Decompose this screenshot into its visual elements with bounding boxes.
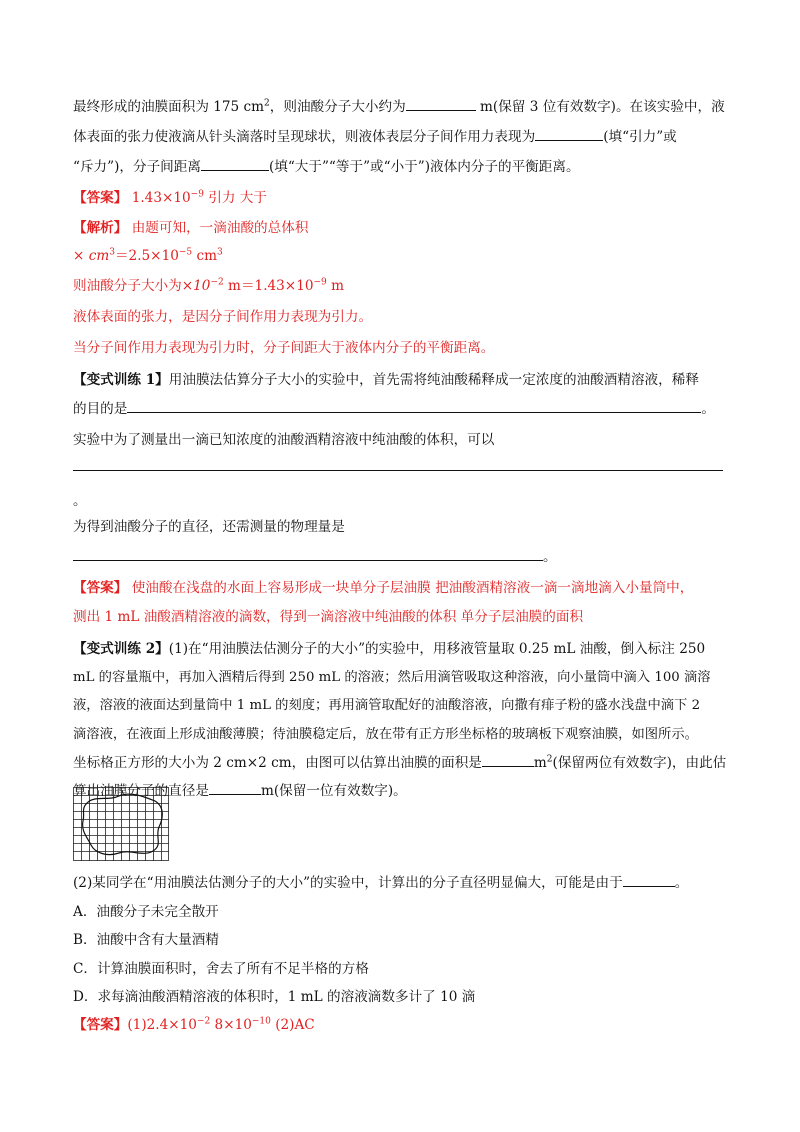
variant-text: 坐标格正方形的大小为 2 cm×2 cm，由图可以估算出油膜的面积是 (73, 755, 482, 771)
analysis-sup: −5 (178, 247, 193, 258)
analysis-line3 (73, 275, 344, 297)
answer-1 (73, 187, 267, 209)
analysis-line2 (73, 245, 223, 267)
answer-label: 【答案】 (73, 190, 128, 206)
analysis-text: 则油酸分子大小为× (73, 278, 194, 294)
variant-label: 【变式训练 1】 (73, 372, 169, 388)
analysis-text: cm (192, 248, 217, 264)
variant2-line3: 液，溶液的液面达到量筒中 1 mL 的刻度；再用滴管取配好的油酸溶液，向撒有痱子粉的盛水浅盘中滴下 2 (73, 698, 701, 713)
answer-text: (2)AC (270, 1017, 315, 1033)
q1-text: 最终形成的油膜面积为 175 cm (73, 99, 265, 115)
answer-2-line2: 测出 1 mL 油酸酒精溶液的滴数，得到一滴溶液中纯油酸的体积 单分子层油膜的面积 (73, 609, 584, 625)
answer-sup: −2 (196, 1016, 211, 1027)
analysis-sup: −2 (210, 277, 224, 288)
answer-blank (623, 872, 675, 887)
variant2-line1 (73, 638, 705, 660)
answer-sup: −10 (251, 1016, 271, 1027)
variant-text: (2)某同学在“用油膜法估测分子的大小”的实验中，计算出的分子直径明显偏大，可能是由于 (73, 875, 623, 891)
option-c: C．计算油膜面积时，舍去了所有不足半格的方格 (73, 961, 369, 977)
answer-sup: −9 (190, 189, 204, 200)
analysis-line5: 当分子间作用力表现为引力时，分子间距大于液体内分子的平衡距离。 (73, 340, 495, 356)
analysis-text: ＝2.5×10 (114, 248, 179, 264)
variant-text: (1)在“用油膜法估测分子的大小”的实验中，用移液管量取 0.25 mL 油酸，倒入标注 250 (168, 641, 706, 657)
analysis-line4: 液体表面的张力，是因分子间作用力表现为引力。 (73, 309, 373, 325)
variant-text: 。 (674, 875, 689, 891)
answer-blank (127, 398, 701, 413)
answer-blank (73, 546, 543, 561)
variant-text: m (533, 755, 547, 771)
variant-text: m(保留一位有效数字)。 (260, 783, 407, 799)
analysis-sup: 3 (216, 247, 223, 258)
answer-blank (201, 156, 269, 171)
answer-3 (73, 1014, 315, 1036)
q1-line2 (73, 126, 677, 148)
variant-text: 用油膜法估算分子大小的实验中，首先需将纯油酸稀释成一定浓度的油酸酒精溶液，稀释 (168, 372, 699, 388)
q1-sup: 2 (264, 98, 270, 109)
analysis-text: 由题可知，一滴油酸的总体积 (127, 220, 309, 236)
answer-2-line1 (73, 577, 693, 599)
variant-text: 算出油膜分子的直径是 (73, 783, 209, 799)
answer-blank (535, 126, 603, 141)
variant2-line5 (73, 752, 726, 774)
q1-text: m(保留 3 位有效数字)。在该实验中，液 (475, 99, 725, 115)
analysis-text: × (73, 248, 89, 264)
option-b: B．油酸中含有大量酒精 (73, 932, 219, 948)
q1-line1 (73, 96, 725, 118)
analysis-text: 10 (193, 278, 211, 294)
answer-text: 1.43×10 (127, 190, 191, 206)
analysis-sup: 3 (109, 247, 115, 258)
variant-label: 【变式训练 2】 (73, 641, 169, 657)
q1-text: (填“大于”“等于”或“小于”)液体内分子的平衡距离。 (268, 159, 580, 175)
variant-text: 的目的是 (73, 401, 128, 417)
answer-blank-line (73, 470, 723, 471)
variant1-line4: 。 (73, 493, 87, 509)
analysis-text: m＝1.43×10 (223, 278, 314, 294)
q1-text: 体表面的张力使液滴从针头滴落时呈现球状，则液体表层分子间作用力表现为 (73, 129, 536, 145)
answer-label: 【答案】 (73, 580, 128, 596)
analysis-unit: cm (88, 248, 110, 264)
answer-blank (406, 96, 476, 111)
analysis-sup: −9 (313, 277, 327, 288)
oil-film-grid-figure (73, 787, 169, 861)
q1-text: ，则油酸分子大小约为 (269, 99, 406, 115)
option-d: D．求每滴油酸酒精溶液的体积时，1 mL 的溶液滴数多计了 10 滴 (73, 989, 476, 1005)
answer-text: 引力 大于 (203, 190, 267, 206)
variant-text: (保留两位有效数字)，由此估 (552, 755, 727, 771)
analysis-text: m (326, 278, 344, 294)
option-a: A．油酸分子未完全散开 (73, 904, 219, 920)
answer-text: (1)2.4×10 (127, 1017, 197, 1033)
answer-text: 使油酸在浅盘的水面上容易形成一块单分子层油膜 把油酸酒精溶液一滴一滴地滴入小量筒中， (127, 580, 694, 596)
q1-line3 (73, 156, 580, 178)
variant1-line6 (73, 546, 557, 568)
variant-text: 。 (701, 401, 715, 417)
q1-text: “斥力”)，分子间距离 (73, 159, 201, 175)
answer-text: 8×10 (210, 1017, 252, 1033)
variant-text: 。 (543, 549, 557, 565)
answer-blank (482, 752, 534, 767)
variant1-line1 (73, 369, 699, 391)
variant1-line3: 实验中为了测量出一滴已知浓度的油酸酒精溶液中纯油酸的体积，可以 (73, 432, 495, 448)
q1-text: (填“引力”或 (603, 129, 677, 145)
variant2-line2: mL 的容量瓶中，再加入酒精后得到 250 mL 的溶液；然后用滴管吸取这种溶液，向小量筒中滴入 100 滴溶 (73, 670, 711, 685)
analysis-line1 (73, 217, 308, 239)
variant1-line2 (73, 398, 715, 420)
analysis-label: 【解析】 (73, 220, 128, 236)
variant2-q2 (73, 872, 688, 894)
variant2-line4: 滴溶液，在液面上形成油酸薄膜；待油膜稳定后，放在带有正方形坐标格的玻璃板下观察油膜，如图所示。 (73, 727, 698, 742)
answer-label: 【答案】 (73, 1017, 128, 1033)
variant1-line5: 为得到油酸分子的直径，还需测量的物理量是 (73, 519, 345, 535)
answer-blank (209, 780, 261, 795)
variant-sup: 2 (546, 754, 553, 765)
